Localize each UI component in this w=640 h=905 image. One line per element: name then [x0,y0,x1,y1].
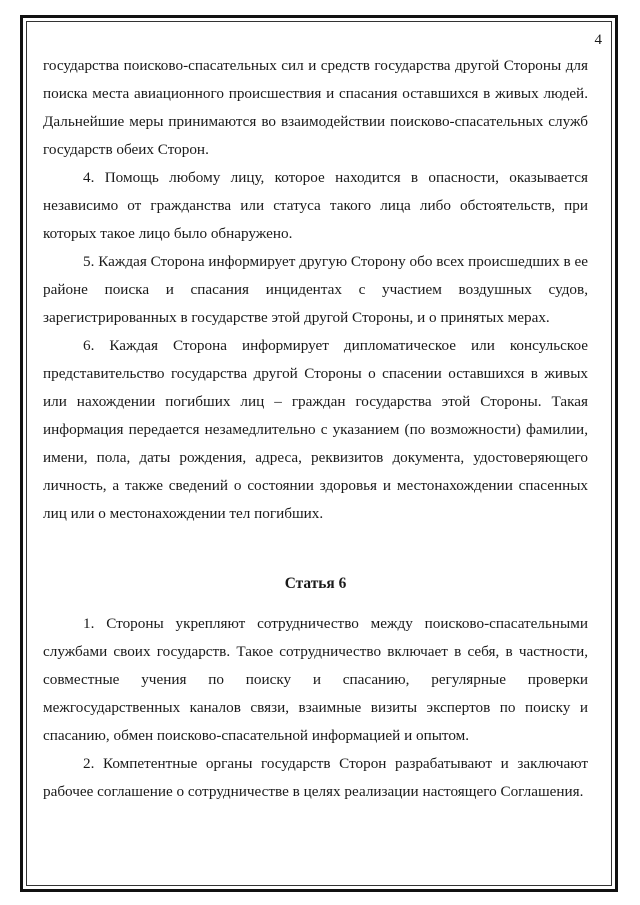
section-spacer [43,528,588,570]
page-number: 4 [594,32,602,48]
article-paragraph-2: 2. Компетентные органы государств Сторон разрабатывают и заключают рабочее соглашение о сотрудничестве в целях реализации настоящего Соглашения. [43,755,588,800]
document-body [43,52,588,806]
paragraph-item-6: 6. Каждая Сторона информирует дипломатическое или консульское представительство государства другой Стороны о спасении оставшихся в живых или нахождении погибших лиц – граждан государства этой Стороны. Такая информация передается незамедлительно с указанием (по возможности) фамилии, имени, пола, даты рождения, адреса, реквизитов документа, удостоверяющего личность, а также сведений о состоянии здоровья и местонахождении спасенных лиц или о местонахождении тел погибших. [43,337,588,522]
article-paragraph-1: 1. Стороны укрепляют сотрудничество между поисково-спасательными службами своих государств. Такое сотрудничество включает в себя, в частности, совместные учения по поиску и спасанию, регулярные проверки межгосударственных каналов связи, взаимные визиты экспертов по поиску и спасанию, обмен поисково-спасательной информацией и опытом. [43,615,588,744]
paragraph-item-5: 5. Каждая Сторона информирует другую Сторону обо всех происшедших в ее районе поиска и спасания инцидентах с участием воздушных судов, зарегистрированных в государстве этой другой Стороны, и о принятых мерах. [43,253,588,326]
paragraph-item-4: 4. Помощь любому лицу, которое находится в опасности, оказывается независимо от гражданства или статуса такого лица либо обстоятельств, при которых такое лицо было обнаружено. [43,169,588,242]
article-heading: Статья 6 [284,575,347,592]
paragraph-continuation: государства поисково-спасательных сил и средств государства другой Стороны для поиска места авиационного происшествия и спасания оставшихся в живых людей. Дальнейшие меры принимаются во взаимодействии поисково-спасательных служб государств обеих Сторон. [43,57,588,158]
section-spacer [43,598,588,610]
